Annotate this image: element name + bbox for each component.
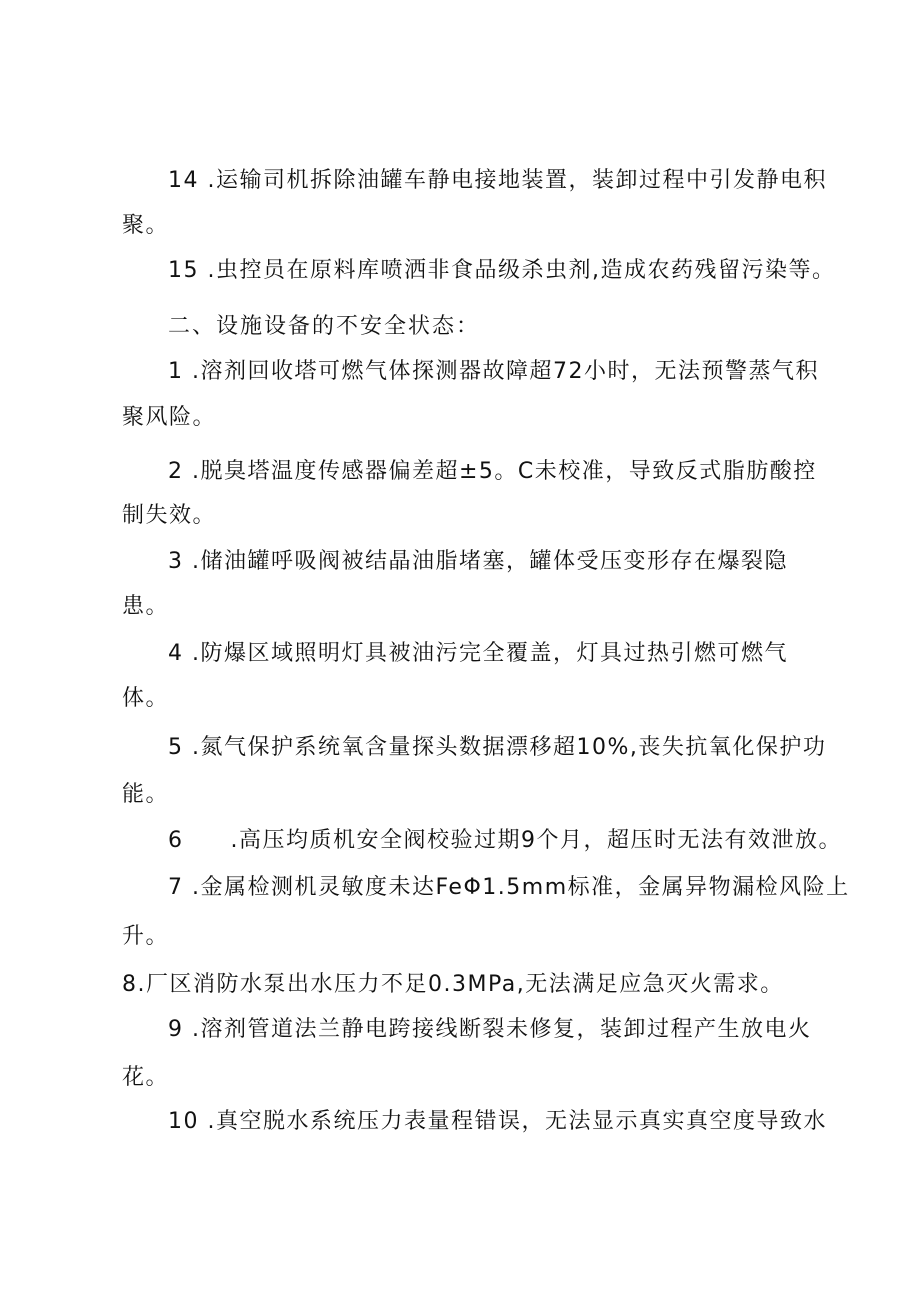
- item-10-line-1: 10 .真空脱水系统压力表量程错误，无法显示真实真空度导致水: [168, 1109, 827, 1134]
- item-3-line-1: 3 .储油罐呼吸阀被结晶油脂堵塞，罐体受压变形存在爆裂隐: [168, 549, 788, 574]
- item-3-line-2: 患。: [122, 594, 170, 619]
- item-1-line-2: 聚风险。: [122, 405, 217, 430]
- item-14-line-2: 聚。: [122, 213, 170, 238]
- item-14-line-1: 14 .运输司机拆除油罐车静电接地装置，装卸过程中引发静电积: [168, 168, 827, 193]
- item-8-line-1: 8.厂区消防水泵出水压力不足0.3MPa,无法满足应急灭火需求。: [122, 972, 784, 997]
- item-4-line-1: 4 .防爆区域照明灯具被油污完全覆盖，灯具过热引燃可燃气: [168, 641, 788, 666]
- item-7-line-1: 7 .金属检测机灵敏度未达FeΦ1.5mm标准，金属异物漏检风险上: [168, 875, 850, 900]
- item-5-line-1: 5 .氮气保护系统氧含量探头数据漂移超10%,丧失抗氧化保护功: [168, 735, 827, 760]
- item-9-line-1: 9 .溶剂管道法兰静电跨接线断裂未修复，装卸过程产生放电火: [168, 1017, 812, 1042]
- item-5-line-2: 能。: [122, 782, 170, 807]
- item-7-line-2: 升。: [122, 924, 170, 949]
- item-9-line-2: 花。: [122, 1065, 170, 1090]
- section-heading: 二、设施设备的不安全状态：: [168, 314, 481, 339]
- item-2-line-2: 制失效。: [122, 503, 217, 528]
- item-2-line-1: 2 .脱臭塔温度传感器偏差超±5。C未校准，导致反式脂肪酸控: [168, 459, 817, 484]
- item-15-line-1: 15 .虫控员在原料库喷洒非食品级杀虫剂,造成农药残留污染等。: [168, 258, 836, 283]
- item-1-line-1: 1 .溶剂回收塔可燃气体探测器故障超72小时，无法预警蒸气积: [168, 359, 819, 384]
- item-6-line-1: 6 .高压均质机安全阀校验过期9个月，超压时无法有效泄放。: [168, 828, 842, 853]
- item-4-line-2: 体。: [122, 686, 170, 711]
